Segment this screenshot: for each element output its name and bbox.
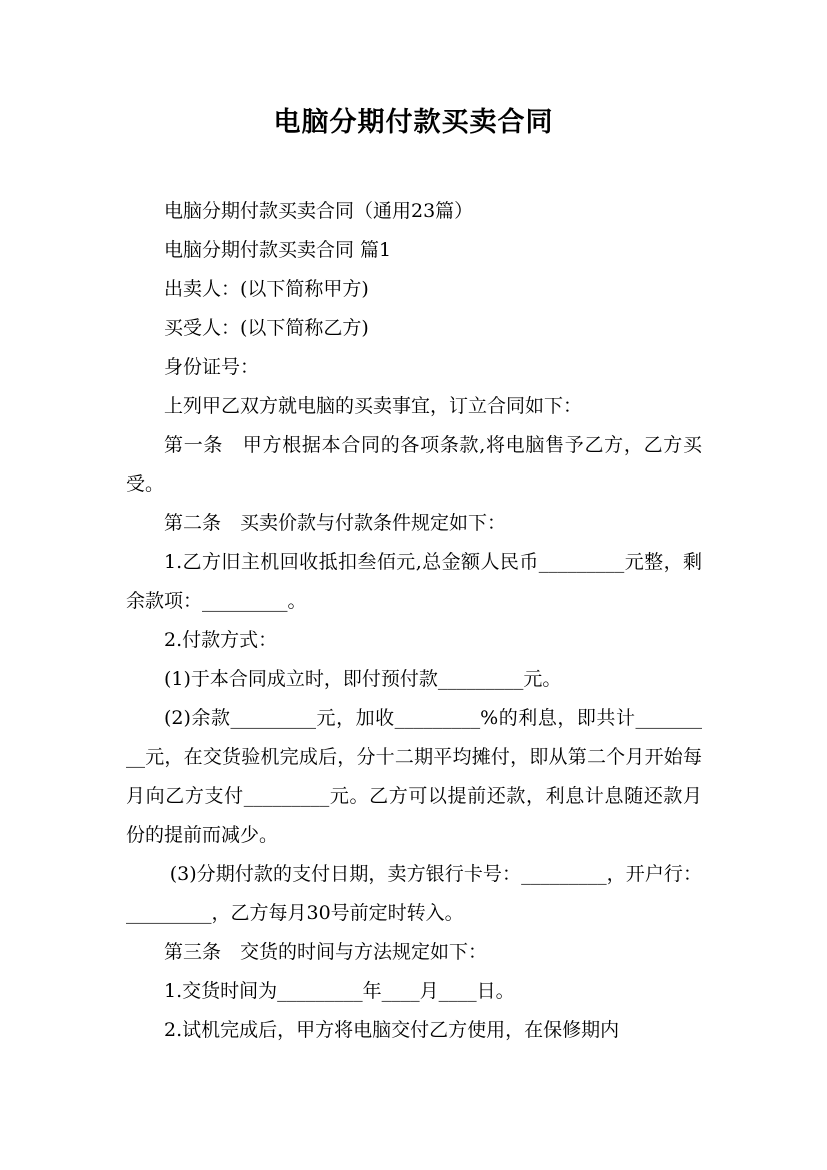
paragraph-prepayment: (1)于本合同成立时，即付预付款_________元。 <box>164 668 562 690</box>
paragraph-delivery-time: 1.交货时间为_________年____月____日。 <box>164 980 515 1002</box>
paragraph-buyer: 买受人：(以下简称乙方) <box>164 317 369 339</box>
paragraph-seller: 出卖人：(以下简称甲方) <box>164 278 369 300</box>
paragraph-article-2: 第二条 买卖价款与付款条件规定如下： <box>164 512 507 534</box>
paragraph-payment-date: (3)分期付款的支付日期，卖方银行卡号：_________，开户行：_________，乙方每月30号前定时转入。 <box>126 863 702 924</box>
document-title: 电脑分期付款买卖合同 <box>273 107 554 138</box>
paragraph-section-heading: 电脑分期付款买卖合同 篇1 <box>164 239 392 261</box>
paragraph-article-3: 第三条 交货的时间与方法规定如下： <box>164 941 488 963</box>
paragraph-total-amount: 1.乙方旧主机回收抵扣叁佰元,总金额人民币_________元整，剩余款项：_________。 <box>126 551 702 612</box>
paragraph-article-1: 第一条 甲方根据本合同的各项条款,将电脑售予乙方，乙方买受。 <box>126 434 702 495</box>
document-body <box>126 192 702 1050</box>
paragraph-id-number: 身份证号： <box>164 356 260 378</box>
paragraph-intro: 上列甲乙双方就电脑的买卖事宜，订立合同如下： <box>164 395 583 417</box>
paragraph-trial: 2.试机完成后，甲方将电脑交付乙方使用，在保修期内 <box>164 1019 620 1041</box>
paragraph-subtitle: 电脑分期付款买卖合同（通用23篇） <box>164 200 474 222</box>
paragraph-payment-method: 2.付款方式： <box>164 629 278 651</box>
paragraph-installments: (2)余款_________元，加收_________%的利息，即共计_________元，在交货验机完成后，分十二期平均摊付，即从第二个月开始每月向乙方支付_________元。乙方可以提前还款，利息计息随还款月份的提前而减少。 <box>126 707 702 846</box>
